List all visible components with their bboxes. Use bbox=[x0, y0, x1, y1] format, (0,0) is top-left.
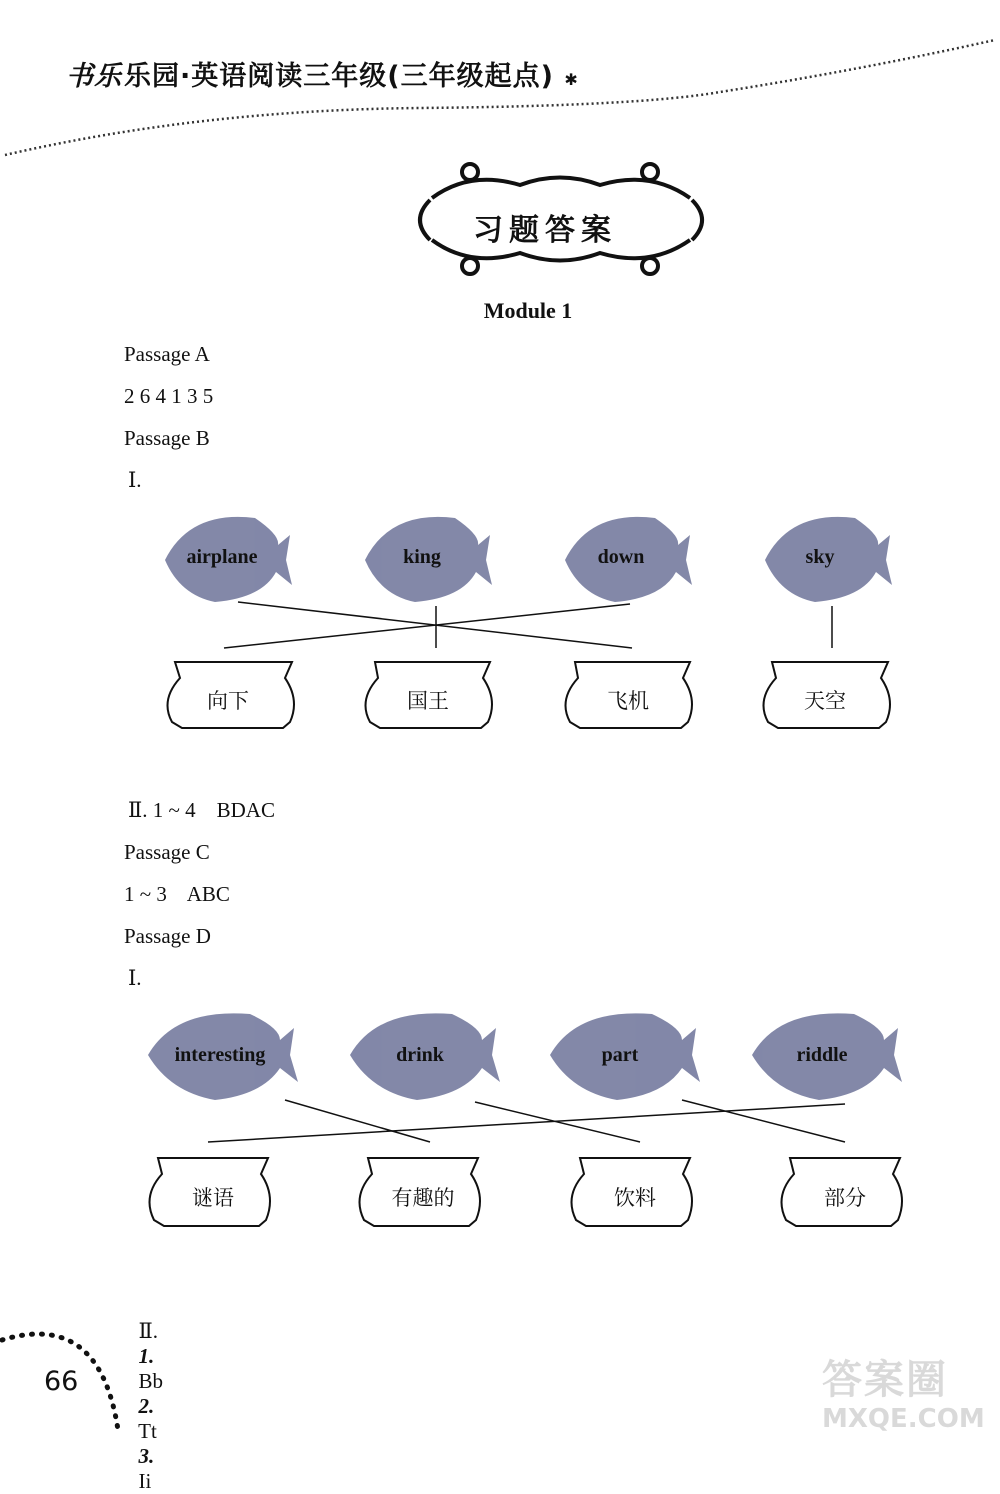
passage-d-heading: Passage D bbox=[124, 924, 211, 948]
watermark-url: MXQE.COM bbox=[822, 1404, 985, 1434]
pot-label: 谜语 bbox=[192, 1186, 234, 1210]
item-answer: Tt bbox=[138, 1419, 157, 1443]
pot-label: 飞机 bbox=[607, 689, 649, 713]
matching-lines-b bbox=[224, 602, 832, 648]
fish-label: riddle bbox=[796, 1044, 848, 1066]
pot-label: 向下 bbox=[207, 689, 249, 713]
header-title-text: 乐园·英语阅读三年级(三年级起点) bbox=[124, 61, 554, 92]
watermark-logo: 答案圈 bbox=[822, 1357, 948, 1403]
star-icon: ✱ bbox=[564, 70, 579, 89]
item-number: 1. bbox=[138, 1344, 155, 1368]
passage-b-section-2: Ⅱ. 1 ~ 4 BDAC bbox=[128, 798, 275, 822]
pot-label: 天空 bbox=[804, 689, 846, 713]
passage-a-heading: Passage A bbox=[124, 342, 210, 366]
item-number: 2. bbox=[138, 1394, 155, 1418]
passage-d-section-2 bbox=[128, 1294, 174, 1494]
answers-banner-title: 习题答案 bbox=[473, 213, 617, 248]
item-answer: Bb bbox=[138, 1369, 164, 1393]
module-heading: Module 1 bbox=[483, 298, 573, 323]
pot-label: 饮料 bbox=[614, 1186, 656, 1210]
passage-b-section-1: Ⅰ. bbox=[128, 468, 142, 492]
matching-lines-d bbox=[208, 1100, 845, 1142]
pot-label: 有趣的 bbox=[391, 1186, 455, 1210]
fish-label: interesting bbox=[174, 1044, 266, 1066]
page-number: 66 bbox=[44, 1366, 79, 1397]
pot-label: 国王 bbox=[407, 689, 449, 713]
passage-c-answer: 1 ~ 3 ABC bbox=[124, 882, 230, 906]
item-answer: Ii bbox=[138, 1469, 152, 1493]
fish-label: king bbox=[403, 546, 441, 568]
item-number: 3. bbox=[138, 1444, 155, 1468]
fish-label: down bbox=[597, 546, 645, 568]
passage-c-heading: Passage C bbox=[124, 840, 210, 864]
passage-b-heading: Passage B bbox=[124, 426, 210, 450]
fish-label: sky bbox=[805, 546, 835, 568]
passage-d-section-1: Ⅰ. bbox=[128, 966, 142, 990]
fish-label: airplane bbox=[186, 546, 258, 568]
header-logo: 书乐 bbox=[66, 61, 122, 92]
fish-label: part bbox=[601, 1044, 639, 1066]
section-prefix: Ⅱ. bbox=[138, 1319, 159, 1343]
passage-a-answer: 2 6 4 1 3 5 bbox=[124, 384, 214, 408]
pot-label: 部分 bbox=[824, 1186, 866, 1210]
header-title bbox=[66, 54, 579, 93]
fish-label: drink bbox=[396, 1044, 444, 1066]
